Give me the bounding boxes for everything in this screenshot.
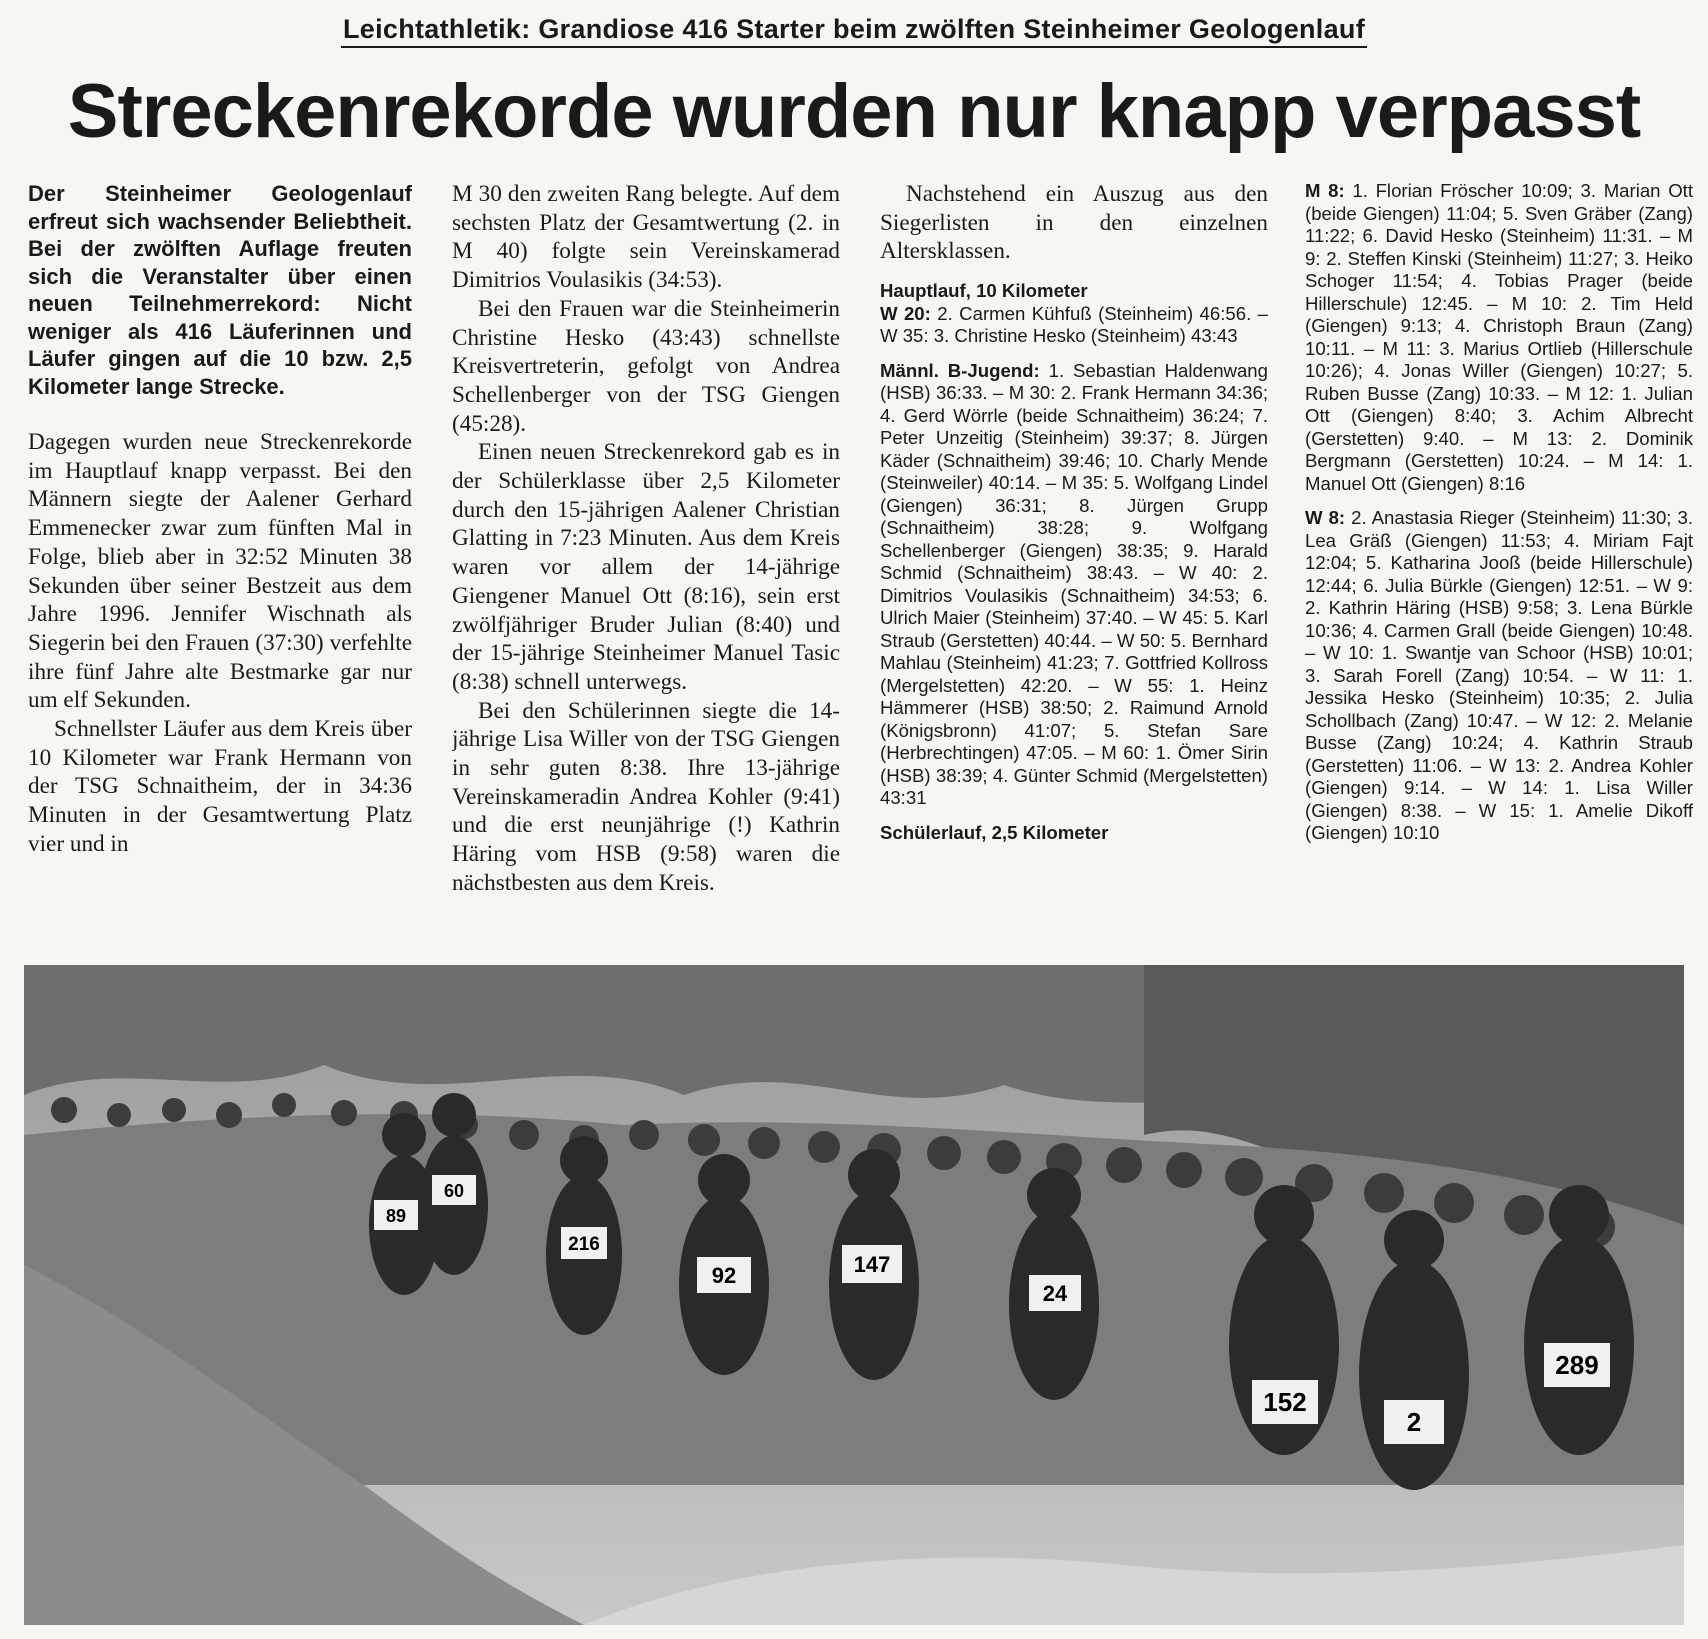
boys-results: 1. Florian Fröscher 10:09; 3. Marian Ott (beide Giengen) 11:04; 5. Sven Gräber (Zang) 11:22; 6. David Hesko (Steinheim) 11:31. – M 9: 2. Steffen Kinski (Steinheim) 11:27; 3. Heiko Schoger 11:54; 4. Tobias Prager (beide Hillerschule) 12:45. – M 10: 2. Tim Held (Giengen) 9:13; 4. Christoph Braun (Zang) 10:11. – M 11: 3. Marius Ortlieb (Hillerschule 10:26); 4. Jonas Willer (Giengen) 10:27; 5. Ruben Busse (Zang) 10:33. – M 12: 1. Julian Ott (Giengen) 8:40; 3. Achim Albrecht (Gerstetten) 9:40. – M 13: 2. Dominik Bergmann (Gerstetten) 10:24. – M 14: 1. Manuel Ott (Giengen) 8:16 xyxy=(1305,180,1693,494)
bib-8-number: 2 xyxy=(1406,1407,1422,1437)
bib-9-number: 289 xyxy=(1555,1350,1599,1380)
lead-paragraph: Der Steinheimer Geologenlauf erfreut sich wachsender Beliebtheit. Bei der zwölften Auflage freuten sich die Veranstalter über einen neuen Teilnehmerrekord: Nicht weniger als 416 Läuferinnen und Läufer gingen auf die 10 bzw. 2,5 Kilometer lange Strecke. xyxy=(28,181,412,399)
bib-4-number: 92 xyxy=(711,1263,737,1288)
kicker-line xyxy=(0,14,1708,45)
kicker-text: Leichtathletik: Grandiose 416 Starter beim zwölften Steinheimer Geologenlauf xyxy=(341,14,1367,48)
body-paragraph-2: Schnellster Läufer aus dem Kreis über 10 Kilometer war Frank Hermann von der TSG Schnaitheim, der in 34:36 Minuten in der Gesamtwertung Platz vier und in xyxy=(28,716,412,857)
body-paragraph-5: Einen neuen Streckenrekord gab es in der Schülerklasse über 2,5 Kilometer durch den 15-jährigen Aalener Christian Glatting in 7:23 Minuten. Aus dem Kreis waren vor allem der 14-jährige Giengener Manuel Ott (8:16), sein erst zwölfjähriger Bruder Julian (8:40) und der 15-jährige Steinheimer Manuel Tasic (8:38) schnell unterwegs. xyxy=(452,439,840,695)
article-column-2 xyxy=(452,180,840,940)
bib-6-number: 24 xyxy=(1042,1281,1068,1306)
runners-photo xyxy=(24,965,1684,1625)
article-column-1 xyxy=(28,180,412,940)
hauptlauf-heading: Hauptlauf, 10 Kilometer xyxy=(880,280,1088,302)
women-class-label: W 20: xyxy=(880,302,931,324)
bib-3-number: 216 xyxy=(568,1234,600,1255)
women-results: 2. Carmen Kühfuß (Steinheim) 46:56. – W 35: 3. Christine Hesko (Steinheim) 43:43 xyxy=(880,302,1268,347)
bib-5-number: 147 xyxy=(853,1252,891,1277)
men-results: 1. Sebastian Haldenwang (HSB) 36:33. – M 30: 2. Frank Hermann 34:36; 4. Gerd Wörrle (beide Schnaitheim) 36:24; 7. Peter Unzeitig (Steinheim) 39:37; 8. Jürgen Käder (Schnaitheim) 39:46; 10. Charly Mende (Steinweiler) 40:14. – M 35: 5. Wolfgang Lindel (Giengen) 36:31; 8. Jürgen Grupp (Schnaitheim) 38:28; 9. Wolfgang Schellenberger (Giengen) 38:35; 9. Harald Schmid (Schnaitheim) 38:43. – W 40: 2. Dimitrios Voulasikis (Schnaitheim) 34:53; 6. Ulrich Maier (Steinheim) 37:40. – W 45: 5. Karl Straub (Gerstetten) 40:44. – W 50: 5. Bernhard Mahlau (Steinheim) 41:23; 7. Gottfried Kollross (Mergelstetten) 42:20. – W 55: 1. Heinz Hämmerer (HSB) 38:50; 2. Raimund Arnold (Königsbronn) 41:07; 5. Stefan Sare (Herbrechtingen) 47:05. – M 60: 1. Ömer Sirin (HSB) 38:39; 4. Günter Schmid (Mergelstetten) 43:31 xyxy=(880,359,1268,809)
runners-photo-illustration xyxy=(24,965,1684,1625)
bib-7-number: 152 xyxy=(1263,1387,1307,1417)
body-paragraph-4: Bei den Frauen war die Steinheimerin Christine Hesko (43:43) schnellste Kreisvertreterin, gefolgt von Andrea Schellenberger von der TSG Giengen (45:28). xyxy=(452,295,840,437)
body-paragraph-6: Bei den Schülerinnen siegte die 14-jährige Lisa Willer von der TSG Giengen in sehr guten 8:38. Ihre 13-jährige Vereinskameradin Andrea Kohler (9:41) und die erst neunjährige (!) Kathrin Häring vom HSB (9:58) waren die nächstbesten aus dem Kreis. xyxy=(452,697,840,896)
men-class-label: Männl. B-Jugend: xyxy=(880,359,1040,381)
body-paragraph-3: M 30 den zweiten Rang belegte. Auf dem sechsten Platz der Gesamtwertung (2. in M 40) folgte sein Vereinskamerad Dimitrios Voulasikis (34:53). xyxy=(452,181,840,294)
body-paragraph-7: Nachstehend ein Auszug aus den Siegerlisten in den einzelnen Altersklassen. xyxy=(880,181,1268,265)
body-paragraph-1: Dagegen wurden neue Streckenrekorde im Hauptlauf knapp verpasst. Bei den Männern siegte der Aalener Gerhard Emmenecker zwar zum fünften Mal in Folge, blieb aber in 32:52 Minuten 38 Sekunden über seiner Bestzeit aus dem Jahre 1996. Jennifer Wischnath als Siegerin bei den Frauen (37:30) verfehlte ihre fünf Jahre alte Bestmarke gar nur um elf Sekunden. xyxy=(28,429,412,714)
girls-results: 2. Anastasia Rieger (Steinheim) 11:30; 3. Lea Gräß (Giengen) 11:53; 4. Miriam Fajt 12:04; 5. Katharina Jooß (beide Hillerschule) 12:44; 6. Julia Bürkle (Giengen) 12:51. – W 9: 2. Kathrin Häring (HSB) 9:58; 3. Lena Bürkle 10:36; 4. Carmen Grall (beide Giengen) 10:48. – W 10: 1. Swantje van Schoor (HSB) 10:01; 3. Sarah Forell (Zang) 10:54. – W 11: 1. Jessika Hesko (Steinheim) 10:35; 2. Julia Schollbach (Zang) 10:47. – W 12: 2. Melanie Busse (Zang) 10:24; 4. Kathrin Straub (Gerstetten) 11:06. – W 13: 2. Andrea Kohler (Giengen) 9:14. – W 14: 1. Lisa Willer (Giengen) 8:38. – W 15: 1. Amelie Dikoff (Giengen) 10:10 xyxy=(1305,507,1693,843)
bib-2-number: 60 xyxy=(443,1181,465,1201)
schuelerlauf-heading: Schülerlauf, 2,5 Kilometer xyxy=(880,821,1109,843)
article-column-3 xyxy=(880,180,1268,940)
headline: Streckenrekorde wurden nur knapp verpasst xyxy=(67,69,1641,154)
boys-class-label: M 8: xyxy=(1305,180,1345,201)
results-hauptlauf xyxy=(880,280,1268,844)
girls-class-label: W 8: xyxy=(1305,507,1346,528)
article-column-4 xyxy=(1305,180,1693,940)
bib-1-number: 89 xyxy=(385,1206,407,1226)
